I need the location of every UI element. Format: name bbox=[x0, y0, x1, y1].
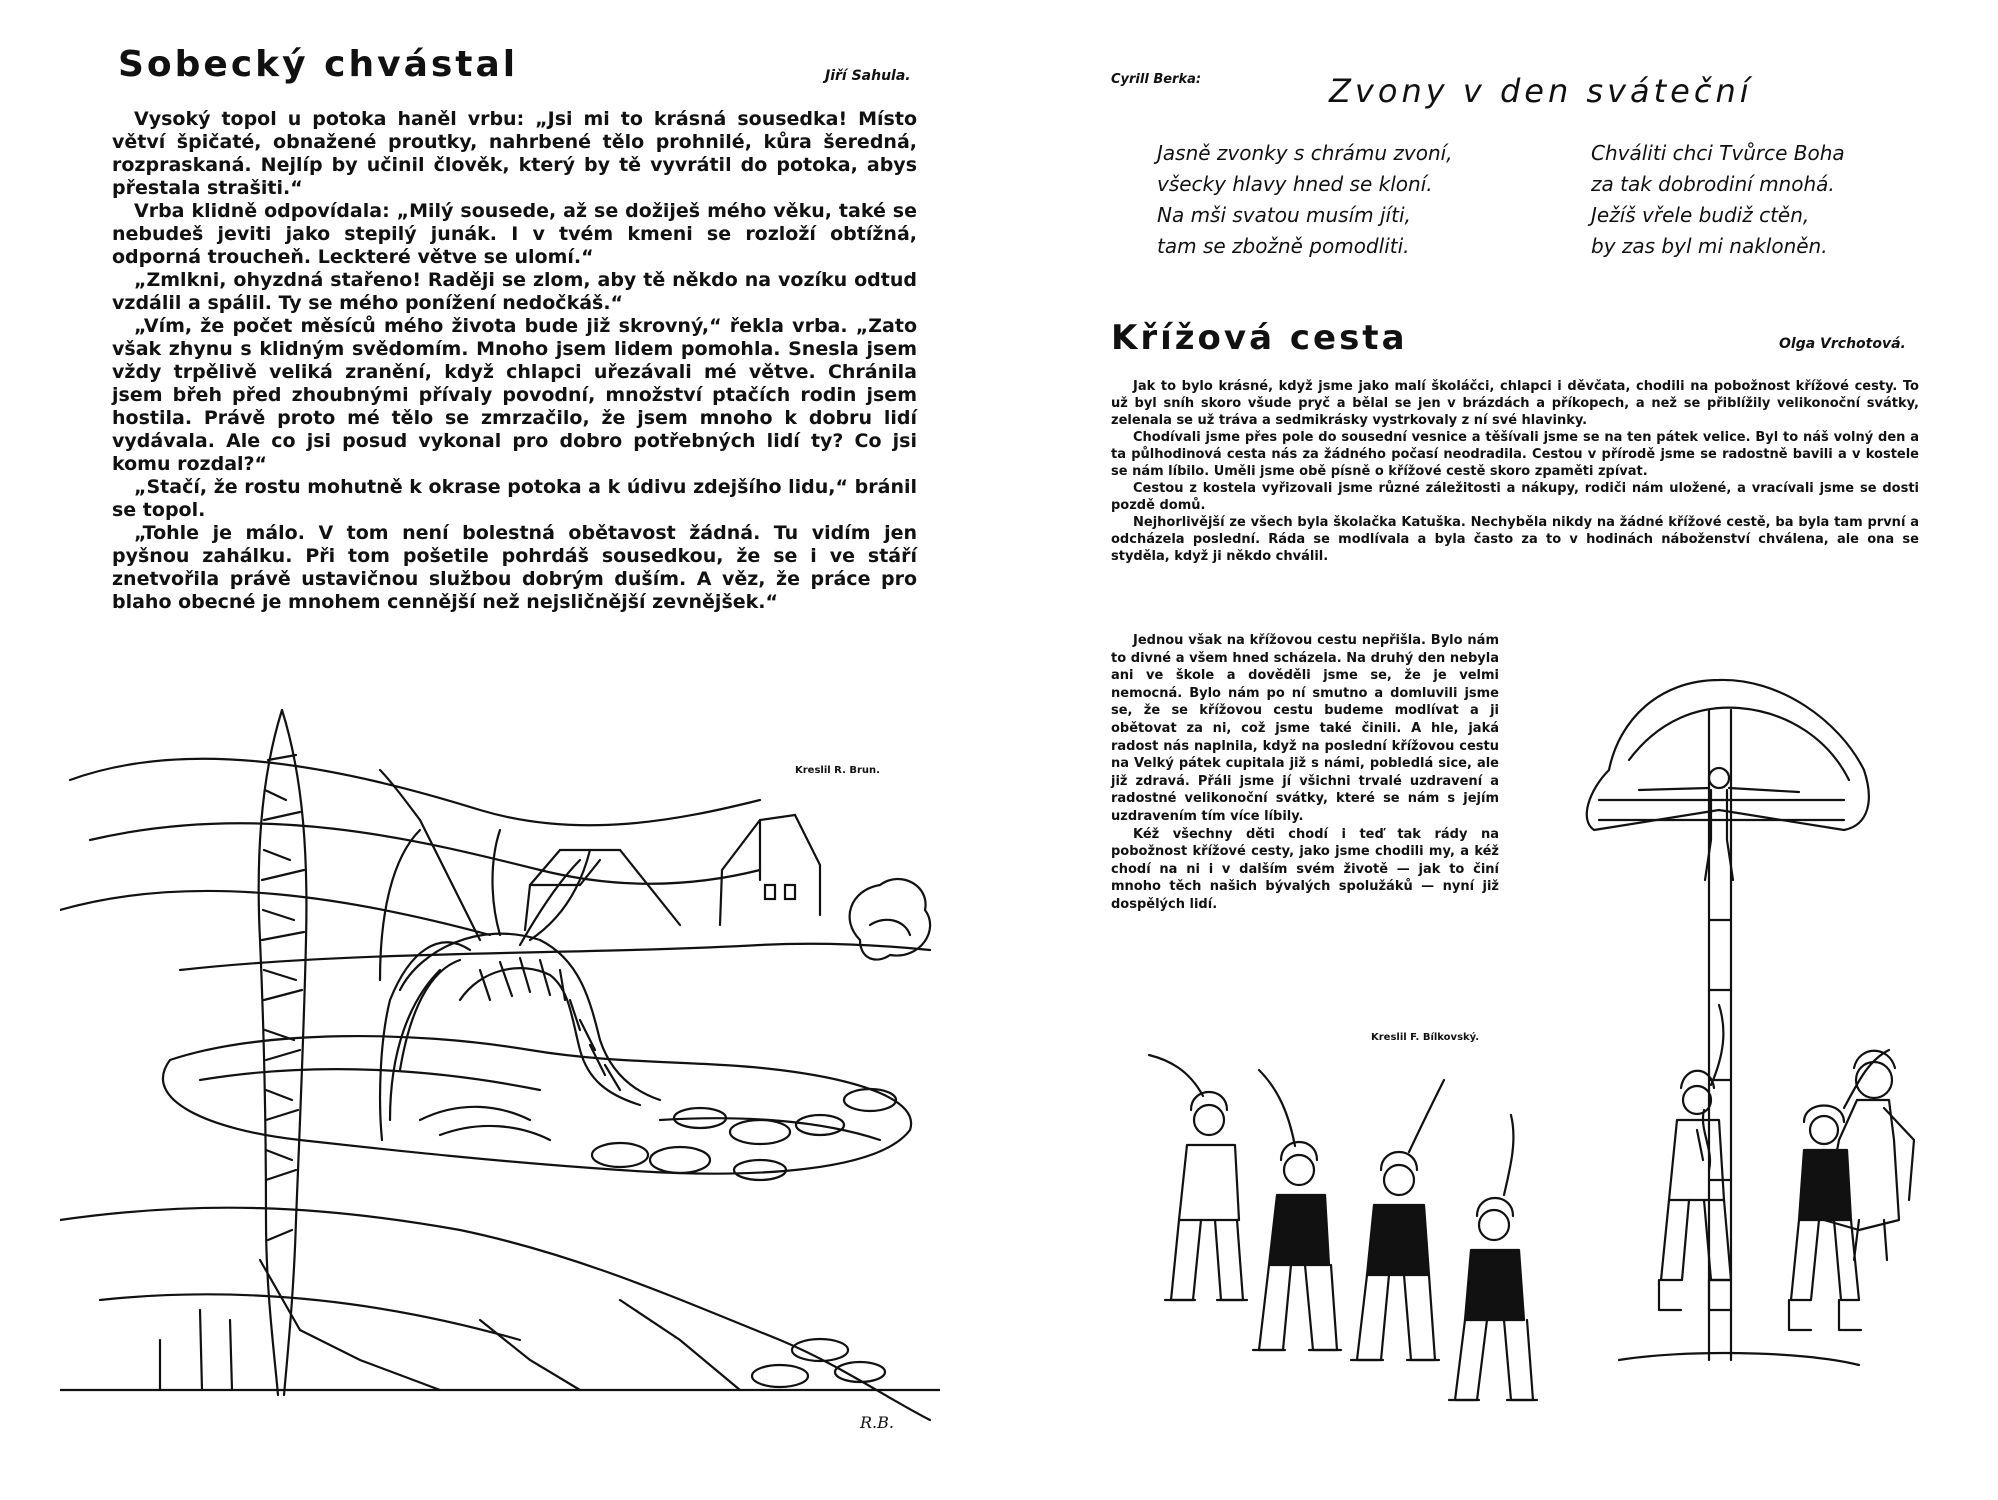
illustration-poplar-and-willow bbox=[60, 700, 940, 1440]
story-author-vrchotova: Olga Vrchotová. bbox=[1779, 336, 1906, 352]
paragraph: Kéž všechny děti chodí i teď tak rády na pobožnost křížové cesty, jako jsme chodili my, a kéž chodí na ni i v dalším svém životě — jak to činí mnoho těch našich bývalých spolužáků — nyní již dospělých lidí. bbox=[1111, 826, 1499, 912]
paragraph: „Tohle je málo. V tom není bolestná obětavost žádná. Tu vidím jen pyšnou zahálku. Při tom pošetile pohrdáš sousedkou, že se i ve stáří znetvořila právě ustavičnou službou dobrým duším. A věz, že práce pro blaho obecné je mnohem cennější než nejsličnější zevnějšek.“ bbox=[112, 522, 917, 613]
poem-author-berka: Cyrill Berka: bbox=[1111, 72, 1202, 87]
paragraph: „Zmlkni, ohyzdná stařeno! Raději se zlom, aby tě někdo na vozíku odtud vzdálil a spálil. Ty se mého ponížení nedočkáš.“ bbox=[112, 269, 917, 314]
paragraph: „Stačí, že rostu mohutně k okrase potoka a k údivu zdejšího lidu,“ bránil se topol. bbox=[112, 476, 917, 521]
poem-line: za tak dobrodiní mnohá. bbox=[1591, 172, 1835, 196]
paragraph: Vysoký topol u potoka haněl vrbu: „Jsi mi to krásná sousedka! Místo větví špičaté, obnažené proutky, nahrbené tělo prohnilé, kůra šeredná, rozpraskaná. Nejlíp by učinil člověk, který by tě vyvrátil do potoka, abys přestala strašiti.“ bbox=[112, 108, 917, 199]
story-author-sahula: Jiří Sahula. bbox=[825, 68, 911, 84]
paragraph: Jak to bylo krásné, když jsme jako malí školáčci, chlapci i děvčata, chodili na pobožnost křížové cesty. To už byl sníh skoro všude pryč a bělal se jen v brázdách a příkopech, a než se přiblížily velikonoční svátky, zelenala se už tráva a sedmikrásky vystrkovaly z ní své hlavinky. bbox=[1111, 379, 1919, 428]
paragraph: Cestou z kostela vyřizovali jsme různé záležitosti a nákupy, rodiči nám uložené, a vracívali jsme se dosti pozdě domů. bbox=[1111, 481, 1919, 513]
artist-signature: R.B. bbox=[860, 1413, 894, 1432]
poem-line: by zas byl mi nakloněn. bbox=[1591, 234, 1828, 258]
paragraph: Vrba klidně odpovídala: „Milý sousede, až se dožiješ mého věku, také se nebudeš jeviti jako stepilý junák. I v tvém kmeni se rozloží obtížná, odporná troucheň. Leckteré větve se ulomí.“ bbox=[112, 200, 917, 268]
right-page bbox=[999, 0, 1998, 1500]
poem-line: všecky hlavy hned se kloní. bbox=[1157, 172, 1433, 196]
paragraph: „Vím, že počet měsíců mého života bude již skrovný,“ řekla vrba. „Zato však zhynu s klidným svědomím. Mnoho jsem lidem pomohla. Snesla jsem vždy trpělivě veliká zranění, když chlapci uřezávali mé větve. Chránila jsem břeh před zhoubnými přívaly povodní, množství ptačích rodin jsem hostila. Právě proto mé tělo se zmrzačilo, že jsem mnoho k dobru lidí vydávala. Ale co jsi posud vykonal pro dobro potřebných lidí ty? Co jsi komu rozdal?“ bbox=[112, 315, 917, 475]
poem-line: tam se zbožně pomodliti. bbox=[1157, 234, 1410, 258]
story-body-sobecky-chvastal bbox=[112, 108, 917, 614]
poem-line: Jasně zvonky s chrámu zvoní, bbox=[1157, 141, 1453, 165]
poem-title-zvony: Zvony v den sváteční bbox=[1329, 72, 1753, 110]
poem-line: Na mši svatou musím jíti, bbox=[1157, 203, 1411, 227]
poem-line: Ježíš vřele budiž ctěn, bbox=[1591, 203, 1810, 227]
illustration-credit-bilkovsky: Kreslil F. Bílkovský. bbox=[1371, 1032, 1480, 1043]
poem-line: Chváliti chci Tvůrce Boha bbox=[1591, 141, 1845, 165]
illustration-wayside-cross bbox=[1099, 660, 1979, 1420]
paragraph: Jednou však na křížovou cestu nepřišla. Bylo nám to divné a všem hned scházela. Na druhý den nebyla ani ve škole a dověděli jsme se, že je velmi nemocná. Bylo nám po ní smutno a domluvili jsme se, že se křížovou cestu budeme modlívat a ji obětovat za ni, což jsme také činili. A hle, jaká radost nás naplnila, když na poslední křížovou cestu na Velký pátek cupitala již s námi, pobledlá sice, ale již zdravá. Přáli jsme jí všichni trvalé uzdravení a radostné velikonoční svátky, které se nám s jejím uzdravením tím více líbily. bbox=[1111, 633, 1499, 824]
story-title-sobecky-chvastal: Sobecký chvástal bbox=[118, 44, 519, 85]
paragraph: Nejhorlivější ze všech byla školačka Katuška. Nechyběla nikdy na žádné křížové cestě, ba byla tam první a odcházela poslední. Ráda se modlívala a byla často za to v hodinách náboženství chválena, ale ona se styděla, když ji někdo chválil. bbox=[1111, 515, 1919, 564]
paragraph: Chodívali jsme přes pole do sousední vesnice a těšívali jsme se na ten pátek velice. Byl to náš volný den a ta půlhodinová cesta nás za žádného počasí neodradila. Cestou v přírodě jsme se radostně bavili a v kostele se nám líbilo. Uměli jsme obě písně o křížové cestě skoro zpaměti zpívat. bbox=[1111, 430, 1919, 479]
poem-stanza-1 bbox=[1157, 138, 1453, 262]
story-title-krizova-cesta: Křížová cesta bbox=[1111, 318, 1408, 358]
poem-stanza-2 bbox=[1591, 138, 1845, 262]
illustration-credit-brun: Kreslil R. Brun. bbox=[795, 765, 880, 776]
story-body-full-width bbox=[1111, 378, 1919, 565]
